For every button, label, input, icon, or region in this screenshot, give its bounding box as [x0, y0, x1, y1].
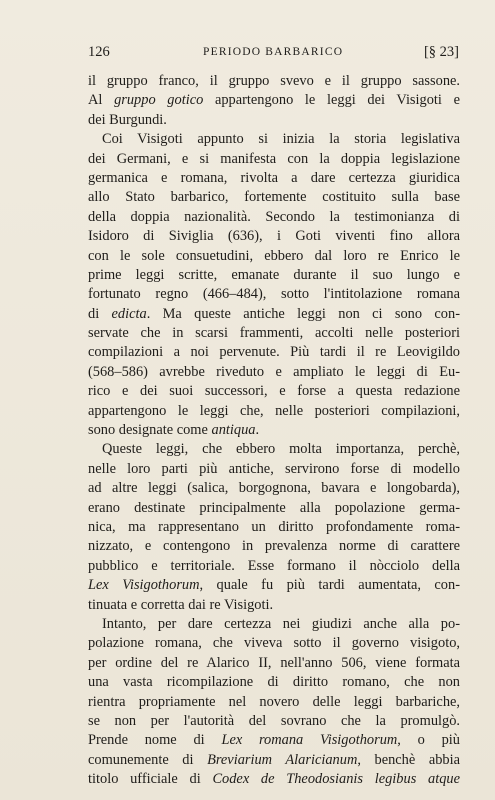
text-line [88, 188, 460, 207]
paragraph [88, 72, 460, 130]
text-run: . Ma queste antiche leggi non ci sono con- [146, 305, 460, 322]
text-run: se non per l'autorità del sovrano che la promulgò. [88, 712, 460, 729]
text-run: servate che in scarsi frammenti, accolti nelle posteriori [88, 325, 460, 342]
running-title: PERIODO BARBARICO [203, 46, 344, 58]
text-run: compilazioni a noi pervenute. Più tardi il re Leovigildo [88, 344, 460, 361]
text-line [88, 537, 460, 556]
text-run: pubblico e territoriale. Esse formano il nòcciolo della [88, 557, 460, 574]
text-line [88, 518, 460, 537]
text-line [88, 130, 460, 149]
page-header [88, 44, 459, 64]
text-run: rientra propriamente nel novero delle leggi barbariche, [88, 693, 460, 710]
text-run: , benchè abbia [357, 751, 460, 768]
text-run: erano destinate principalmente alla popolazione germa- [88, 499, 460, 516]
text-run: Isidoro di Siviglia (636), i Goti viventi fino allora [88, 228, 460, 245]
text-run: nelle loro parti più antiche, servirono forse di modello [88, 460, 460, 477]
text-run: tinuata e corretta dai re Visigoti. [88, 596, 274, 613]
text-line [88, 576, 460, 595]
text-line [88, 440, 460, 459]
italic-run: Lex romana Visigothorum [221, 732, 398, 749]
text-run: nizzato, e contengono in prevalenza norme di carattere [88, 538, 460, 555]
text-run: Queste leggi, che ebbero molta importanza, perchè, [102, 441, 460, 458]
text-run: con le sole consuetudini, ebbero dal loro re Enrico le [88, 247, 460, 264]
text-line [88, 421, 460, 440]
text-run: Intanto, per dare certezza nei giudizi anche alla po- [102, 615, 460, 632]
italic-run: edicta [111, 305, 147, 322]
text-line [88, 751, 460, 770]
text-line [88, 634, 460, 653]
text-line [88, 402, 460, 421]
text-run: sono designate come [88, 422, 212, 439]
text-line [88, 731, 460, 750]
text-line [88, 247, 460, 266]
text-line [88, 363, 460, 382]
text-line [88, 324, 460, 343]
text-line [88, 712, 460, 731]
paragraph [88, 130, 460, 440]
text-run: titolo ufficiale di [88, 771, 213, 788]
text-run: comunemente di [88, 751, 208, 768]
text-run: Al [88, 92, 115, 109]
text-run: germanica e romana, rivolta a dare certezza giuridica [88, 169, 460, 186]
text-line [88, 693, 460, 712]
text-run: dei Germani, e si manifesta con la doppia legislazione [88, 150, 460, 167]
text-run: prime leggi scritte, emanate durante il suo lungo e [88, 266, 460, 283]
text-run: ad altre leggi (salica, borgognona, bavara e longobarda), [88, 480, 460, 497]
section-marker: [§ 23] [423, 44, 459, 60]
text-run: , quale fu più tardi aumentata, con- [199, 577, 460, 594]
text-line [88, 266, 460, 285]
italic-run: Codex de Theodosianis legibus atque [212, 771, 460, 788]
text-line [88, 72, 460, 91]
text-line [88, 227, 460, 246]
text-line [88, 479, 460, 498]
text-line [88, 91, 460, 110]
text-run: di [88, 305, 112, 322]
text-line [88, 382, 460, 401]
text-run: nica, ma rappresentano un diritto profondamente roma- [88, 518, 460, 535]
italic-run: gruppo gotico [114, 92, 204, 109]
text-run: della doppia nazionalità. Secondo la testimonianza di [88, 208, 460, 225]
text-line [88, 673, 460, 692]
text-run: polazione romana, che viveva sotto il governo visigoto, [88, 635, 460, 652]
text-run: per ordine del re Alarico II, nell'anno 506, viene formata [88, 654, 460, 671]
text-line [88, 654, 460, 673]
text-line [88, 169, 460, 188]
text-line [88, 208, 460, 227]
text-line [88, 150, 460, 169]
text-run: una vasta ricompilazione di diritto romano, che non [88, 674, 460, 691]
text-run: rico e dei suoi successori, e forse a questa redazione [88, 383, 460, 400]
text-run: appartengono le leggi che, nelle posteriori compilazioni, [88, 402, 460, 419]
text-run: fortunato regno (466–484), sotto l'intitolazione romana [88, 286, 460, 303]
page-body [88, 72, 460, 789]
text-line [88, 111, 460, 130]
text-line [88, 596, 460, 615]
paragraph [88, 440, 460, 615]
text-run: appartengono le leggi dei Visigoti e [203, 92, 460, 109]
text-line [88, 615, 460, 634]
text-run: . [255, 422, 260, 439]
text-run: , o più [397, 732, 460, 749]
text-run: Prende nome di [88, 732, 222, 749]
italic-run: antiqua [211, 422, 256, 439]
text-line [88, 305, 460, 324]
text-line [88, 557, 460, 576]
italic-run: Lex Visigothorum [88, 577, 200, 594]
text-run: allo Stato barbarico, fortemente costituito sulla base [88, 189, 460, 206]
text-run: il gruppo franco, il gruppo svevo e il gruppo sassone. [88, 73, 460, 89]
text-run: dei Burgundi. [88, 111, 167, 128]
text-line [88, 460, 460, 479]
text-line [88, 343, 460, 362]
text-line [88, 770, 460, 789]
text-run: Coi Visigoti appunto si inizia la storia legislativa [102, 131, 460, 148]
text-line [88, 285, 460, 304]
text-line [88, 499, 460, 518]
page-number: 126 [88, 44, 110, 60]
italic-run: Breviarium Alaricianum [207, 751, 358, 768]
paragraph [88, 615, 460, 790]
text-run: (568–586) avrebbe riveduto e ampliato le leggi di Eu- [88, 363, 460, 380]
